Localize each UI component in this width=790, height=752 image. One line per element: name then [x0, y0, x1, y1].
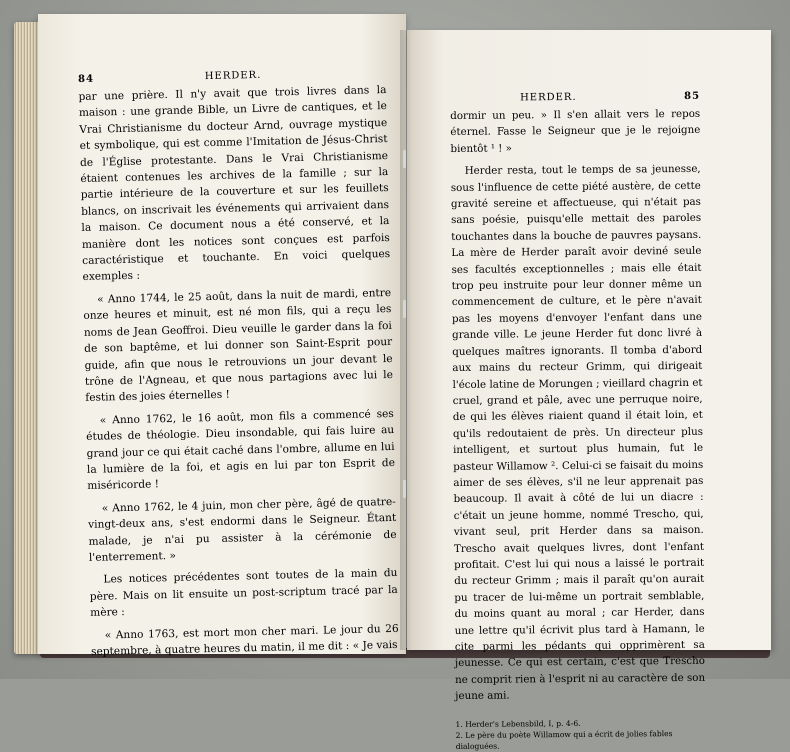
left-page-number: 84 — [78, 73, 95, 85]
left-paragraph-6: « Anno 1763, est mort mon cher mari. Le jour du 26 septembre, à quatre heures du matin, il me dit : « Je vais — [90, 622, 399, 658]
footnotes — [455, 716, 705, 751]
left-paragraph-2: « Anno 1744, le 25 août, dans la nuit de mardi, entre onze heures et minuit, est né mon fils, qui a reçu les noms de Jean Geoffroi. Dieu veuille le garder dans la foi de son baptême, et lui donner son Saint-Esprit pour guide, afin que nous le retrouvions un jour devant le trône de l'Agneau, et que nous partagions avec lui le festin des joies éternelles ! — [83, 286, 394, 405]
left-page-text — [78, 67, 399, 660]
left-header-title: HERDER. — [204, 69, 262, 83]
binding-stitch — [403, 150, 406, 168]
book-gutter — [400, 30, 412, 650]
binding-stitch — [403, 300, 406, 318]
left-paragraph-4: « Anno 1762, le 4 juin, mon cher père, âgé de quatre-vingt-deux ans, s'est endormi dans le Seigneur. Étant malade, je n'ai pu assister à la cérémonie de l'enterrement. » — [88, 495, 397, 564]
right-page-text — [450, 91, 706, 752]
right-page-number: 85 — [684, 90, 701, 102]
right-paragraph-1: dormir un peu. » Il s'en allait vers le repos éternel. Fasse le Seigneur que je le rejoigne bientôt ¹ ! » — [450, 107, 701, 155]
left-paragraph-1: par une prière. Il n'y avait que trois livres dans la maison : une grande Bible, un Livre de cantiques, et le Vrai Christianisme du docteur Arnd, ouvrage mystique et symbolique, qui est comme l'Imitation de Jésus-Christ de l'Église protestante. Dans le Vrai Christianisme étaient contenues les archives de la famille ; sur la partie intérieure de la couverture et sur les feuillets blancs, on inscrivait les événements qui arrivaient dans la maison. Ce document nous a été conservé, et la manière dont les notices sont conçues est parfois caractéristique et touchante. En voici quelques exemples : — [78, 84, 391, 284]
right-paragraph-2: Herder resta, tout le temps de sa jeunesse, sous l'influence de cette piété austère, de cette gravité sereine et affectueuse, qui n'était pas sans poésie, puisqu'elle mettait des paroles touchantes dans la bouche de pauvres paysans. La mère de Herder paraît avoir deviné seule ses facultés exceptionnelles ; mais elle était trop peu instruite pour leur donner même un commencement de culture, et le père n'avait pas les moyens d'envoyer l'enfant dans une grande ville. Le jeune Herder fut donc livré à quelques maîtres ignorants. Il tomba d'abord aux mains du recteur Grimm, qui dirigeait l'école latine de Morungen ; vieillard chagrin et cruel, grand et pâle, avec une perruque noire, de qui les élèves riaient quand il était loin, et qu'ils redoutaient de près. Un directeur plus intelligent, et surtout plus humain, fut le pasteur Willamow ². Celui-ci se faisait du moins aimer de ses élèves, s'il ne leur apprenait pas beaucoup. Il avait à côté de lui un diacre : c'était un jeune homme, nommé Trescho, qui, vivant seul, prit Herder dans sa maison. Trescho avait quelques livres, dont l'enfant profitait. C'est lui qui nous a laissé le portrait du recteur Grimm ; mais il paraît qu'on aurait pu tracer de lui-même un portrait semblable, du moins quant au moral ; car Herder, dans une lettre qu'il écrivit plus tard à Hamann, le cite parmi les pédants qui opprimèrent sa jeunesse. Ce qui est certain, c'est que Trescho ne comprit rien à l'esprit ni au caractère de son jeune ami. — [450, 163, 706, 703]
left-paragraph-5: Les notices précédentes sont toutes de la main du père. Mais on lit ensuite un post-scriptum tracé par la mère : — [89, 567, 398, 620]
footnote-2: 2. Le père du poète Willamow qui a écrit de jolies fables dialoguées. — [455, 728, 673, 751]
right-running-head — [520, 91, 700, 104]
footnote-1: 1. Herder's Lebensbild, I, p. 4-6. — [455, 718, 581, 729]
right-header-title: HERDER. — [519, 91, 577, 104]
binding-stitch — [403, 480, 406, 498]
left-paragraph-3: « Anno 1762, le 16 août, mon fils a commencé ses études de théologie. Dieu insondable, qui fais luire au grand jour ce qui était caché dans l'ombre, allume en lui la lumière de la foi, et agis en lui par ton Esprit de miséricorde ! — [86, 407, 396, 493]
